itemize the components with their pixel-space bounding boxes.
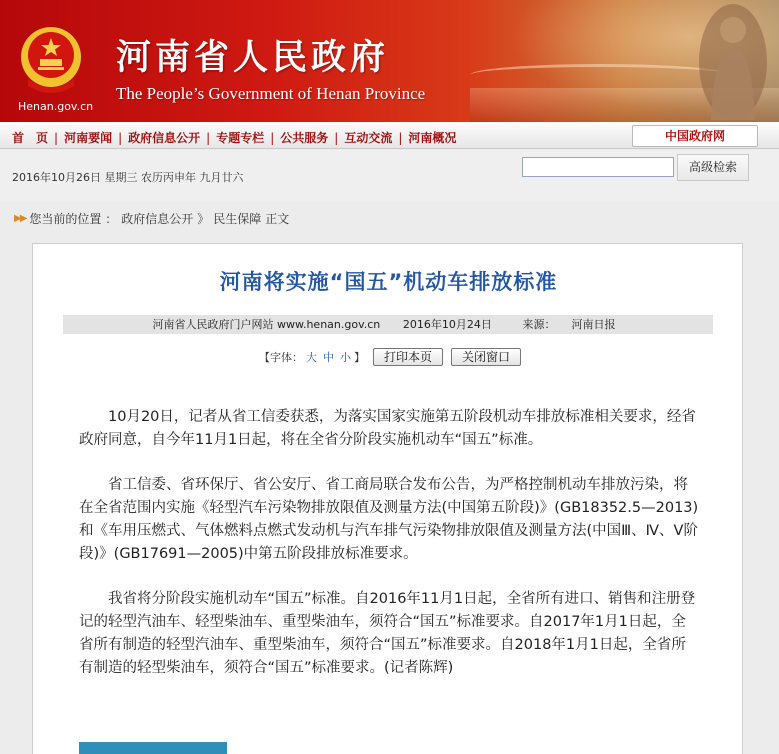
banner-bridge xyxy=(470,64,730,86)
breadcrumb-item-current: 正文 xyxy=(265,212,290,226)
nav-item-topics[interactable]: 专题专栏 xyxy=(216,131,265,145)
double-arrow-icon: ▶▶ xyxy=(14,213,26,224)
nav-item-public-service[interactable]: 公共服务 xyxy=(280,131,329,145)
site-title: 河南省人民政府 xyxy=(116,37,390,78)
nav-item-gov-info[interactable]: 政府信息公开 xyxy=(128,131,201,145)
font-size-medium[interactable]: 中 xyxy=(323,351,334,364)
font-size-small[interactable]: 小 xyxy=(340,351,351,364)
nav-items xyxy=(6,129,462,146)
current-date: 2016年10月26日 星期三 农历丙申年 九月廿六 xyxy=(12,171,244,184)
advanced-search-button[interactable]: 高级检索 xyxy=(677,154,749,181)
article-source xyxy=(515,318,624,331)
breadcrumb-prefix: 您当前的位置 ： xyxy=(29,212,118,226)
nav-separator: | xyxy=(270,130,275,145)
nav-separator: | xyxy=(206,130,211,145)
article-paragraph: 我省将分阶段实施机动车“国五”标准。自2016年11月1日起，全省所有进口、销售和注册登记的轻型汽油车、轻型柴油车、重型柴油车，须符合“国五”标准要求。自2017年1月1日起，全省所有制造的轻型汽油车、重型柴油车，须符合“国五”标准要求。自2018年1月1日起，全省所有制造的轻型柴油车，须符合“国五”标准要求。(记者陈辉) xyxy=(79,591,696,676)
buddha-statue-icon xyxy=(697,2,769,120)
font-size-large[interactable]: 大 xyxy=(306,351,317,364)
article-title: 河南将实施“国五”机动车排放标准 xyxy=(219,270,558,294)
nav-item-home[interactable]: 首 页 xyxy=(12,131,49,145)
article-meta xyxy=(63,315,713,334)
national-emblem-icon xyxy=(18,24,84,94)
close-window-button[interactable]: 关闭窗口 xyxy=(451,348,521,366)
article-date: 2016年10月24日 xyxy=(402,318,492,331)
nav-item-overview[interactable]: 河南概况 xyxy=(408,131,457,145)
article-source-site: 河南省人民政府门户网站 www.henan.gov.cn xyxy=(152,318,381,331)
nav-item-interaction[interactable]: 互动交流 xyxy=(344,131,393,145)
article-source-label: 来源： xyxy=(522,318,556,331)
nav-separator: | xyxy=(334,130,339,145)
article-paragraph: 省工信委、省环保厅、省公安厅、省工商局联合发布公告，为严格控制机动车排放污染，将在全省范围内实施《轻型汽车污染物排放限值及测量方法(中国第五阶段)》(GB18352.5—2013)和《车用压燃式、气体燃料点燃式发动机与汽车排气污染物排放限值及测量方法(中国Ⅲ、Ⅳ、Ⅴ阶段)》(GB17691—2005)中第五阶段排放标准要求。 xyxy=(79,477,699,562)
nav-separator: | xyxy=(54,130,59,145)
breadcrumb xyxy=(14,210,293,227)
breadcrumb-item-livelihood[interactable]: 民生保障 xyxy=(213,212,262,226)
nav-separator: | xyxy=(118,130,123,145)
search-input[interactable] xyxy=(522,157,674,177)
related-links-tab[interactable] xyxy=(79,742,227,754)
font-size-close: 】 xyxy=(354,351,365,364)
nav-item-henan-news[interactable]: 河南要闻 xyxy=(64,131,113,145)
article-body xyxy=(79,406,699,702)
article-tools xyxy=(259,348,521,366)
breadcrumb-item-gov-info[interactable]: 政府信息公开 xyxy=(121,212,194,226)
article-source-value: 河南日报 xyxy=(571,318,616,331)
article-paragraph: 10月20日，记者从省工信委获悉，为落实国家实施第五阶段机动车排放标准相关要求，经省政府同意，自今年11月1日起，将在全省分阶段实施机动车“国五”标准。 xyxy=(79,409,696,448)
article-panel xyxy=(32,243,743,754)
font-size-label: 【字体： xyxy=(259,351,303,364)
print-button[interactable]: 打印本页 xyxy=(373,348,443,366)
nav-separator: | xyxy=(398,130,403,145)
breadcrumb-separator: 》 xyxy=(197,212,210,226)
china-gov-link[interactable]: 中国政府网 xyxy=(632,125,758,147)
site-subtitle: The People’s Government of Henan Province xyxy=(116,84,426,103)
site-url: Henan.gov.cn xyxy=(18,100,94,113)
site-banner xyxy=(0,0,779,122)
